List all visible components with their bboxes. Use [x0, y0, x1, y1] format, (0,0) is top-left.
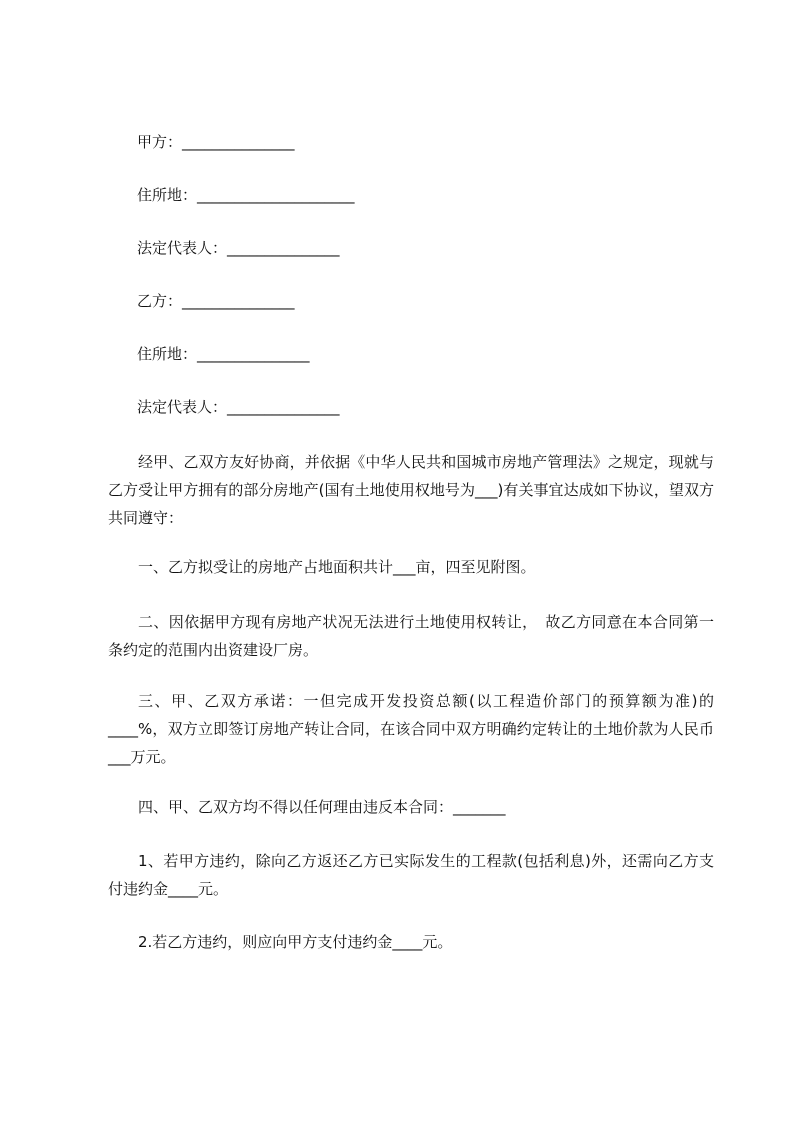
- party-b-representative-line: 法定代表人：_______________: [137, 398, 340, 416]
- clause-3: 三、甲、乙双方承诺：一但完成开发投资总额(以工程造价部门的预算额为准)的____%，双方立即签订房地产转让合同，在该合同中双方明确约定转让的土地价款为人民币___万元。: [108, 692, 714, 766]
- party-a-representative-line: 法定代表人：_______________: [137, 239, 340, 257]
- clause-1: 一、乙方拟受让的房地产占地面积共计___亩，四至见附图。: [138, 558, 536, 576]
- clause-4: 四、甲、乙双方均不得以任何理由违反本合同：_______: [138, 798, 506, 816]
- party-b-line: 乙方：_______________: [137, 292, 295, 310]
- intro-paragraph: 经甲、乙双方友好协商，并依据《中华人民共和国城市房地产管理法》之规定，现就与乙方受让甲方拥有的部分房地产(国有土地使用权地号为___)有关事宜达成如下协议，望双方共同遵守：: [108, 453, 714, 527]
- party-b-address-line: 住所地：_______________: [137, 345, 310, 363]
- clause-2: 二、因依据甲方现有房地产状况无法进行土地使用权转让， 故乙方同意在本合同第一条约定的范围内出资建设厂房。: [108, 613, 714, 659]
- party-a-line: 甲方：_______________: [137, 133, 295, 151]
- clause-4-item-2: 2.若乙方违约，则应向甲方支付违约金____元。: [138, 933, 453, 951]
- clause-4-item-1: 1、若甲方违约，除向乙方返还乙方已实际发生的工程款(包括利息)外，还需向乙方支付违约金____元。: [108, 852, 714, 898]
- party-a-address-line: 住所地：_____________________: [137, 186, 355, 204]
